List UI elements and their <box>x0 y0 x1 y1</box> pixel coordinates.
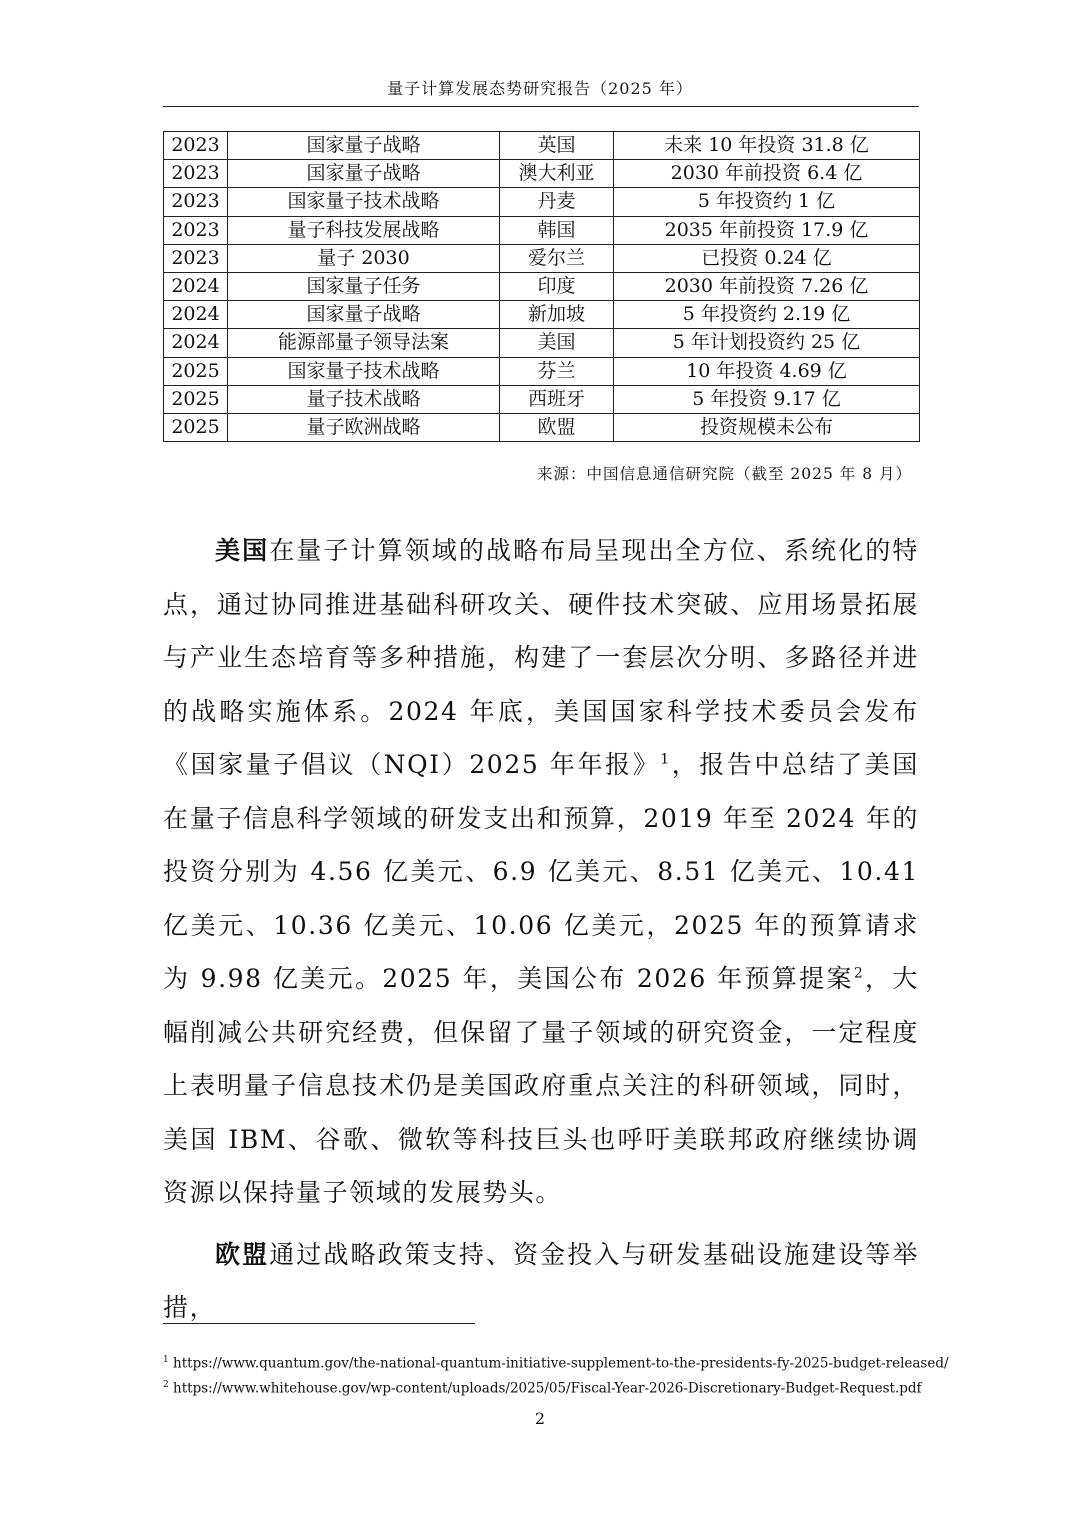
cell-year: 2023 <box>164 244 228 272</box>
cell-investment: 5 年投资约 2.19 亿 <box>614 301 920 329</box>
cell-country: 西班牙 <box>500 385 614 413</box>
cell-investment: 2030 年前投资 6.4 亿 <box>614 160 920 188</box>
footnote-url[interactable]: https://www.whitehouse.gov/wp-content/uploads/2025/05/Fiscal-Year-2026-Discretionary-Budget-Request.pdf <box>173 1380 922 1396</box>
cell-investment: 投资规模未公布 <box>614 413 920 441</box>
table-row <box>164 272 920 300</box>
cell-country: 爱尔兰 <box>500 244 614 272</box>
cell-investment: 5 年计划投资约 25 亿 <box>614 329 920 357</box>
body-text <box>163 524 919 1343</box>
cell-year: 2025 <box>164 357 228 385</box>
paragraph-us <box>163 524 919 1220</box>
footnote-mark: 1 <box>163 1355 169 1365</box>
footnote-ref-1: 1 <box>660 751 671 768</box>
cell-country: 欧盟 <box>500 413 614 441</box>
cell-policy: 量子科技发展战略 <box>228 216 500 244</box>
cell-country: 英国 <box>500 132 614 160</box>
table-row <box>164 188 920 216</box>
table-source: 来源：中国信息通信研究院（截至 2025 年 8 月） <box>536 465 912 483</box>
cell-investment: 2030 年前投资 7.26 亿 <box>614 272 920 300</box>
cell-investment: 已投资 0.24 亿 <box>614 244 920 272</box>
quantum-strategy-table <box>163 131 920 442</box>
cell-policy: 国家量子技术战略 <box>228 357 500 385</box>
cell-year: 2023 <box>164 132 228 160</box>
cell-year: 2025 <box>164 413 228 441</box>
cell-policy: 国家量子战略 <box>228 301 500 329</box>
table-row <box>164 216 920 244</box>
cell-investment: 5 年投资 9.17 亿 <box>614 385 920 413</box>
cell-country: 澳大利亚 <box>500 160 614 188</box>
table-row <box>164 413 920 441</box>
footnote-ref-2: 2 <box>853 965 865 982</box>
cell-country: 印度 <box>500 272 614 300</box>
cell-country: 芬兰 <box>500 357 614 385</box>
paragraph-text: 在量子计算领域的战略布局呈现出全方位、系统化的特点，通过协同推进基础科研攻关、硬件技术突破、应用场景拓展与产业生态培育等多种措施，构建了一套层次分明、多路径并进的战略实施体系。2024 年底，美国国家科学技术委员会发布《国家量子倡议（NQI）2025 年年报》 <box>163 536 920 779</box>
cell-investment: 10 年投资 4.69 亿 <box>614 357 920 385</box>
cell-policy: 能源部量子领导法案 <box>228 329 500 357</box>
footnotes <box>163 1350 949 1399</box>
cell-year: 2025 <box>164 385 228 413</box>
page-header: 量子计算发展态势研究报告（2025 年） <box>387 79 693 98</box>
cell-year: 2024 <box>164 301 228 329</box>
cell-policy: 国家量子战略 <box>228 160 500 188</box>
paragraph-text: 通过战略政策支持、资金投入与研发基础设施建设等举措， <box>163 1239 920 1322</box>
cell-policy: 国家量子战略 <box>228 132 500 160</box>
table-row <box>164 357 920 385</box>
cell-year: 2024 <box>164 272 228 300</box>
footnote-mark: 2 <box>163 1379 169 1390</box>
cell-policy: 国家量子任务 <box>228 272 500 300</box>
header-divider <box>163 106 919 107</box>
footnote-2 <box>163 1375 943 1400</box>
cell-policy: 量子 2030 <box>228 244 500 272</box>
table-row <box>164 244 920 272</box>
cell-country: 韩国 <box>500 216 614 244</box>
paragraph-eu <box>163 1228 919 1335</box>
cell-country: 丹麦 <box>500 188 614 216</box>
table-body <box>164 132 920 442</box>
cell-investment: 5 年投资约 1 亿 <box>614 188 920 216</box>
paragraph-lead-us: 美国 <box>215 536 270 565</box>
cell-country: 新加坡 <box>500 301 614 329</box>
cell-policy: 国家量子技术战略 <box>228 188 500 216</box>
paragraph-lead-eu: 欧盟 <box>215 1239 270 1269</box>
page-number: 2 <box>534 1409 546 1428</box>
cell-year: 2023 <box>164 188 228 216</box>
footnote-divider <box>163 1323 475 1324</box>
paragraph-text: ，报告中总结了美国在量子信息科学领域的研发支出和预算，2019 年至 2024 年的投资分别为 4.56 亿美元、6.9 亿美元、8.51 亿美元、10.41 亿美元、10.36 亿美元、10.06 亿美元，2025 年的预算请求为 9.98 亿美元。2025 年，美国公布 2026 年预算提案 <box>163 750 919 993</box>
table-row <box>164 329 920 357</box>
table-row <box>164 301 920 329</box>
cell-country: 美国 <box>500 329 614 357</box>
table-row <box>164 160 920 188</box>
table-row <box>164 132 920 160</box>
table-row <box>164 385 920 413</box>
footnote-url[interactable]: https://www.quantum.gov/the-national-quantum-initiative-supplement-to-the-presidents-fy-2025-budget-released/ <box>173 1355 949 1372</box>
paragraph-text: ，大幅削减公共研究经费，但保留了量子领域的研究资金，一定程度上表明量子信息技术仍是美国政府重点关注的科研领域，同时，美国 IBM、谷歌、微软等科技巨头也呼吁美联邦政府继续协调资源以保持量子领域的发展势头。 <box>163 964 919 1207</box>
cell-investment: 未来 10 年投资 31.8 亿 <box>614 132 920 160</box>
cell-policy: 量子技术战略 <box>228 385 500 413</box>
cell-investment: 2035 年前投资 17.9 亿 <box>614 216 920 244</box>
footnote-1 <box>163 1350 949 1375</box>
cell-year: 2023 <box>164 160 228 188</box>
cell-year: 2024 <box>164 329 228 357</box>
cell-year: 2023 <box>164 216 228 244</box>
cell-policy: 量子欧洲战略 <box>228 413 500 441</box>
